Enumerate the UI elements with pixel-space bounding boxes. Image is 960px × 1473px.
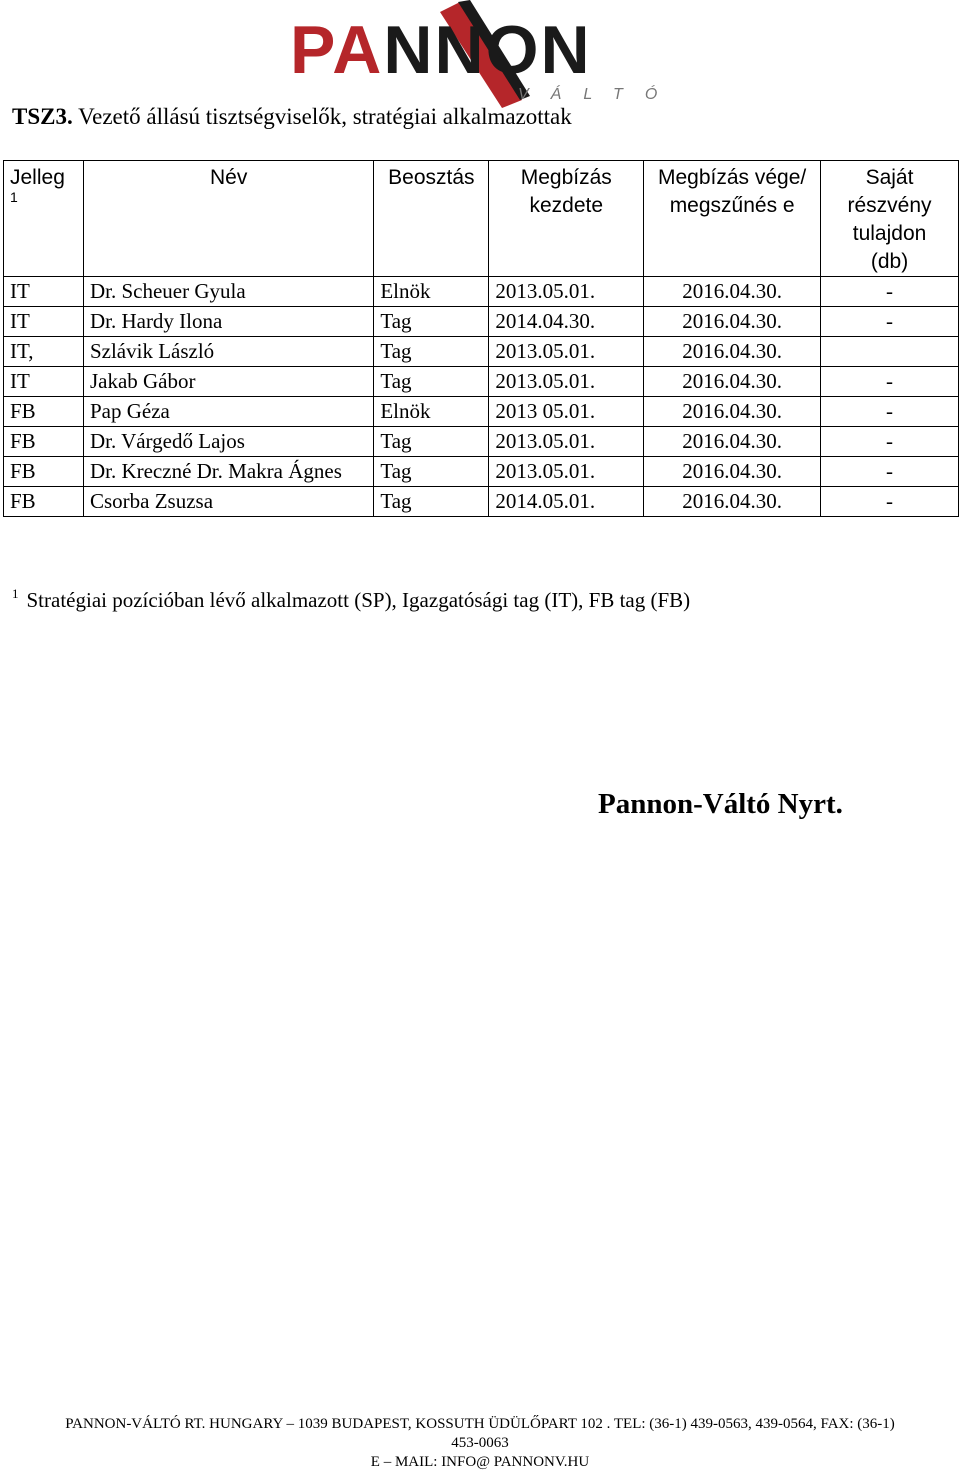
title-code: TSZ3. xyxy=(12,104,73,129)
footnote-text: Stratégiai pozícióban lévő alkalmazott (SP), Igazgatósági tag (IT), FB tag (FB) xyxy=(26,588,691,612)
cell-sajat: - xyxy=(821,427,959,457)
table-row xyxy=(4,337,959,367)
cell-jelleg: FB xyxy=(4,487,84,517)
cell-sajat: - xyxy=(821,307,959,337)
header-beosztas: Beosztás xyxy=(374,161,489,277)
table-row xyxy=(4,307,959,337)
cell-nev: Dr. Várgedő Lajos xyxy=(83,427,373,457)
cell-beosztas: Tag xyxy=(374,337,489,367)
cell-nev: Jakab Gábor xyxy=(83,367,373,397)
logo-wordmark: PANNON xyxy=(290,12,592,88)
cell-jelleg: IT xyxy=(4,277,84,307)
cell-kezdete: 2013.05.01. xyxy=(489,277,644,307)
table-row xyxy=(4,487,959,517)
cell-nev: Dr. Scheuer Gyula xyxy=(83,277,373,307)
cell-jelleg: FB xyxy=(4,397,84,427)
cell-beosztas: Elnök xyxy=(374,277,489,307)
cell-nev: Pap Géza xyxy=(83,397,373,427)
table-row xyxy=(4,457,959,487)
cell-sajat: - xyxy=(821,397,959,427)
cell-nev: Dr. Hardy Ilona xyxy=(83,307,373,337)
cell-sajat xyxy=(821,337,959,367)
cell-vege: 2016.04.30. xyxy=(644,397,821,427)
cell-vege: 2016.04.30. xyxy=(644,457,821,487)
cell-kezdete: 2013.05.01. xyxy=(489,427,644,457)
header-jelleg-footnote-mark: 1 xyxy=(10,189,18,205)
footnote xyxy=(12,588,690,613)
header-jelleg: Jelleg 1 xyxy=(4,161,84,277)
cell-nev: Dr. Kreczné Dr. Makra Ágnes xyxy=(83,457,373,487)
cell-vege: 2016.04.30. xyxy=(644,307,821,337)
cell-beosztas: Tag xyxy=(374,307,489,337)
cell-vege: 2016.04.30. xyxy=(644,367,821,397)
table-row xyxy=(4,397,959,427)
table-row xyxy=(4,367,959,397)
cell-vege: 2016.04.30. xyxy=(644,427,821,457)
cell-beosztas: Tag xyxy=(374,427,489,457)
cell-beosztas: Tag xyxy=(374,487,489,517)
cell-beosztas: Tag xyxy=(374,367,489,397)
footnote-mark: 1 xyxy=(12,586,19,601)
cell-kezdete: 2013.05.01. xyxy=(489,367,644,397)
cell-vege: 2016.04.30. xyxy=(644,337,821,367)
cell-vege: 2016.04.30. xyxy=(644,277,821,307)
logo-subtitle: VÁLTÓ xyxy=(518,86,680,103)
cell-kezdete: 2013.05.01. xyxy=(489,337,644,367)
cell-jelleg: FB xyxy=(4,457,84,487)
cell-jelleg: FB xyxy=(4,427,84,457)
table-body xyxy=(4,277,959,517)
header-megbizas-vege: Megbízás vége/megszűnés e xyxy=(644,161,821,277)
header-sajat-reszveny: Saját részvény tulajdon (db) xyxy=(821,161,959,277)
footer-fax: 453-0063 xyxy=(451,1435,509,1451)
footer-email: E – MAIL: INFO@ PANNONV.HU xyxy=(370,1454,590,1470)
table-header-row xyxy=(4,161,959,277)
document-title xyxy=(12,104,572,130)
cell-kezdete: 2013.05.01. xyxy=(489,457,644,487)
cell-sajat: - xyxy=(821,457,959,487)
cell-kezdete: 2013 05.01. xyxy=(489,397,644,427)
officers-table xyxy=(3,160,959,517)
table-row xyxy=(4,277,959,307)
cell-sajat: - xyxy=(821,487,959,517)
cell-beosztas: Elnök xyxy=(374,397,489,427)
header-nev: Név xyxy=(83,161,373,277)
company-name: Pannon-Váltó Nyrt. xyxy=(598,788,843,820)
cell-nev: Csorba Zsuzsa xyxy=(83,487,373,517)
cell-sajat: - xyxy=(821,367,959,397)
cell-jelleg: IT xyxy=(4,367,84,397)
cell-jelleg: IT, xyxy=(4,337,84,367)
footer-address: PANNON-VÁLTÓ RT. HUNGARY – 1039 BUDAPEST, KOSSUTH ÜDÜLŐPART 102 . TEL: (36-1) 439-0563, 439-0564, FAX: (36-1) xyxy=(65,1416,895,1432)
header-megbizas-kezdete: Megbízás kezdete xyxy=(489,161,644,277)
cell-nev: Szlávik László xyxy=(83,337,373,367)
page-footer xyxy=(0,1415,960,1472)
cell-vege: 2016.04.30. xyxy=(644,487,821,517)
cell-beosztas: Tag xyxy=(374,457,489,487)
title-text: Vezető állású tisztségviselők, stratégiai alkalmazottak xyxy=(72,104,572,129)
cell-kezdete: 2014.04.30. xyxy=(489,307,644,337)
company-logo xyxy=(290,0,680,110)
table-row xyxy=(4,427,959,457)
cell-kezdete: 2014.05.01. xyxy=(489,487,644,517)
cell-jelleg: IT xyxy=(4,307,84,337)
cell-sajat: - xyxy=(821,277,959,307)
